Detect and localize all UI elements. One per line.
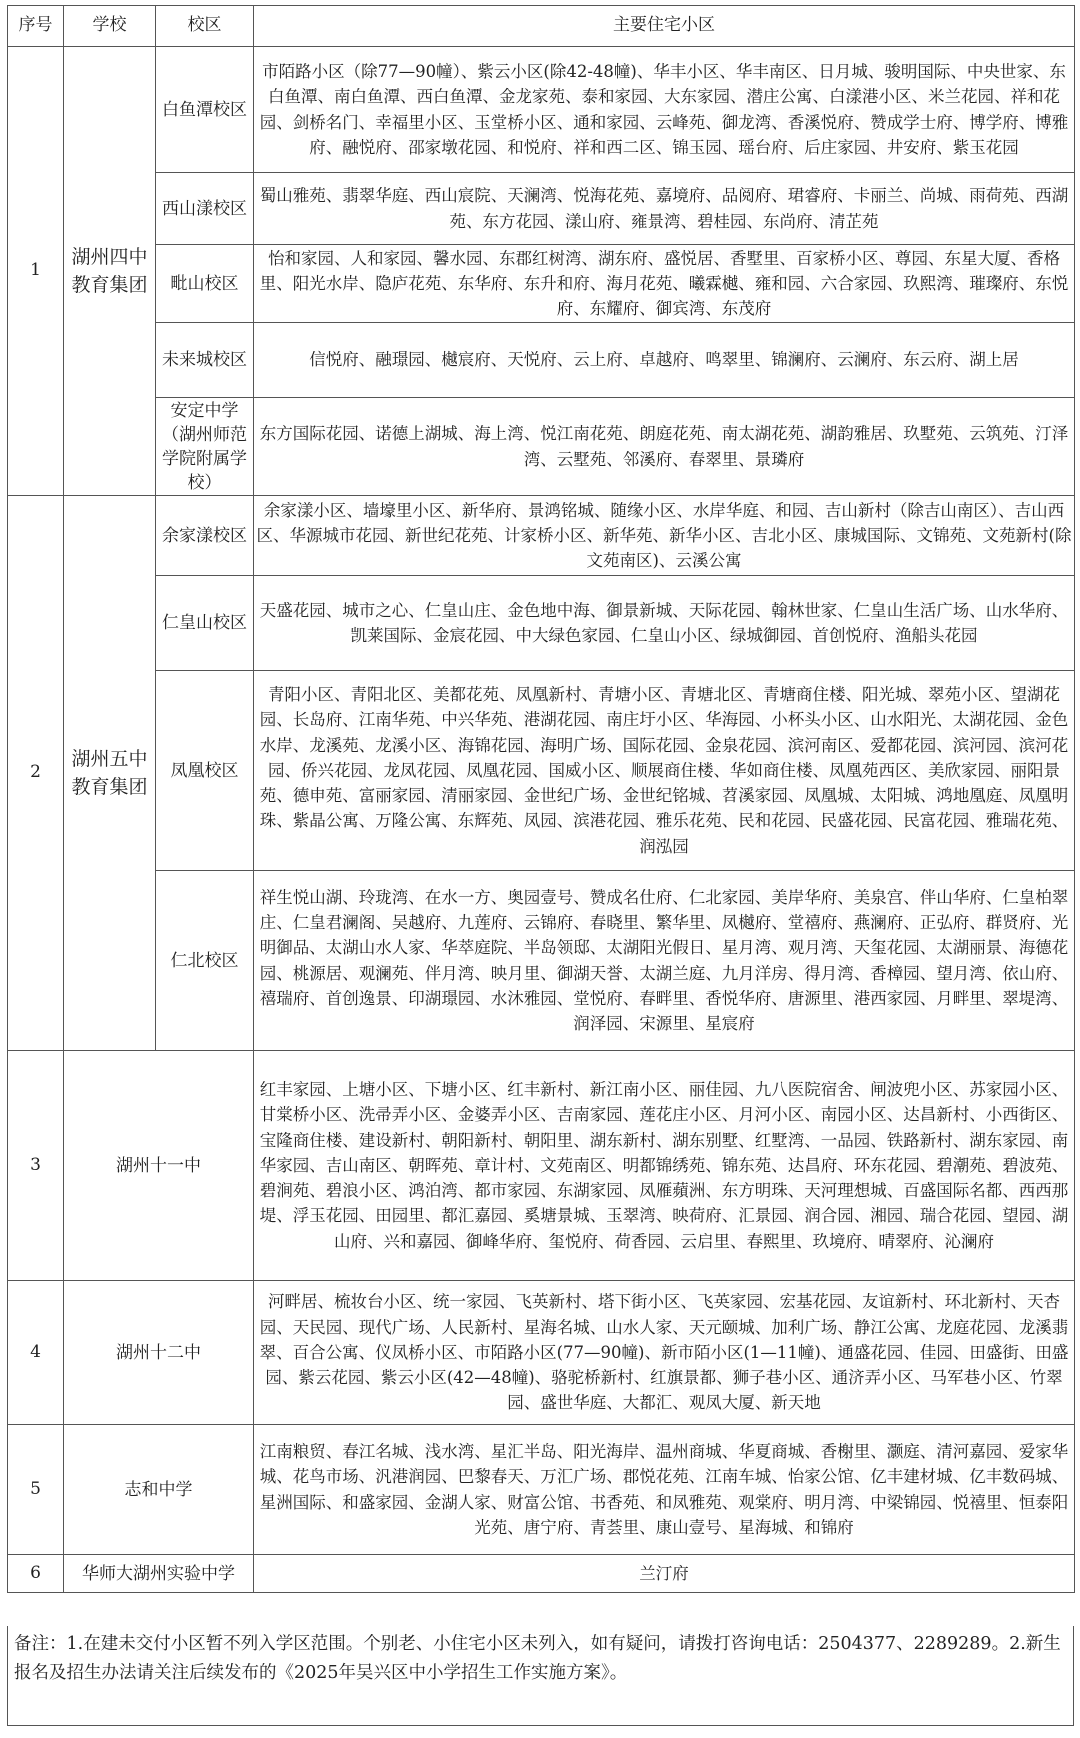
- school-name: 华师大湖州实验中学: [64, 1555, 254, 1593]
- table-row: [8, 173, 1075, 245]
- seq-cell: 4: [8, 1281, 64, 1425]
- table-row: [8, 245, 1075, 323]
- school-district-table: [7, 5, 1075, 1593]
- header-areas: 主要住宅小区: [254, 6, 1075, 47]
- footnote: 备注：1.在建未交付小区暂不列入学区范围。个别老、小住宅小区未列入，如有疑问，请拨打咨询电话：2504377、2289289。2.新生报名及招生办法请关注后续发布的《2025年吴兴区中小学招生工作实施方案》。: [7, 1626, 1074, 1726]
- header-row: [8, 6, 1075, 47]
- campus-name: 毗山校区: [156, 245, 254, 323]
- table-row: [8, 1555, 1075, 1593]
- campus-name: 未来城校区: [156, 323, 254, 398]
- table-row: [8, 871, 1075, 1051]
- campus-name: 余家漾校区: [156, 496, 254, 576]
- table-row: [8, 323, 1075, 398]
- areas-cell: 江南粮贸、春江名城、浅水湾、星汇半岛、阳光海岸、温州商城、华夏商城、香榭里、灏庭、清河嘉园、爱家华城、花鸟市场、汎港润园、巴黎春天、万汇广场、郡悦花苑、江南车城、怡家公馆、亿丰建材城、亿丰数码城、星洲国际、和盛家园、金湖人家、财富公馆、书香苑、和凤雅苑、观棠府、明月湾、中梁锦园、悦禧里、恒泰阳光苑、唐宁府、青荟里、康山壹号、星海城、和锦府: [254, 1425, 1075, 1555]
- areas-cell: 市陌路小区（除77—90幢）、紫云小区(除42-48幢)、华丰小区、华丰南区、日月城、骏明国际、中央世家、东白鱼潭、南白鱼潭、西白鱼潭、金龙家苑、泰和家园、大东家园、潜庄公寓、白漾港小区、米兰花园、祥和花园、剑桥名门、幸福里小区、玉堂桥小区、通和家园、云峰苑、御龙湾、香溪悦府、赞成学士府、博学府、博雅府、融悦府、邵家墩花园、和悦府、祥和西二区、锦玉园、瑶台府、后庄家园、井安府、紫玉花园: [254, 47, 1075, 173]
- areas-cell: 青阳小区、青阳北区、美都花苑、凤凰新村、青塘小区、青塘北区、青塘商住楼、阳光城、翠苑小区、望湖花园、长岛府、江南华苑、中兴华苑、港湖花园、南庄圩小区、华海园、小杯头小区、山水阳光、太湖花园、金色水岸、龙溪苑、龙溪小区、海锦花园、海明广场、国际花园、金泉花园、滨河南区、爱都花园、滨河园、滨河花园、侨兴花园、龙凤花园、凤凰花园、国威小区、顺展商住楼、华如商住楼、凤凰苑西区、美欣家园、丽阳景苑、德申苑、富丽家园、清丽家园、金世纪广场、金世纪铭城、苕溪家园、凤凰城、太阳城、鸿地凰庭、凤凰明珠、紫晶公寓、万隆公寓、东辉苑、凤园、滨港花园、雅乐花苑、民和花园、民盛花园、民富花园、雅瑞花苑、润泓园: [254, 671, 1075, 871]
- school-name: 湖州四中教育集团: [64, 47, 156, 496]
- campus-name: 仁北校区: [156, 871, 254, 1051]
- areas-cell: 红丰家园、上塘小区、下塘小区、红丰新村、新江南小区、丽佳园、九八医院宿舍、闸波兜小区、苏家园小区、甘棠桥小区、洗帚弄小区、金婆弄小区、吉南家园、莲花庄小区、月河小区、南园小区、达昌新村、小西街区、宝隆商住楼、建设新村、朝阳新村、朝阳里、湖东新村、湖东别墅、红墅湾、一品园、铁路新村、湖东家园、南华家园、吉山南区、朝晖苑、章计村、文苑南区、明都锦绣苑、锦东苑、达昌府、环东花园、碧潮苑、碧波苑、碧涧苑、碧浪小区、鸿泊湾、都市家园、东湖家园、凤雁蘋洲、东方明珠、天河理想城、百盛国际名都、西西那堤、浮玉花园、田园里、都汇嘉园、奚塘景城、玉翠湾、映荷府、汇景园、润合园、湘园、瑞合花园、望园、湖山府、兴和嘉园、御峰华府、玺悦府、荷香园、云启里、春熙里、玖境府、晴翠府、沁澜府: [254, 1051, 1075, 1281]
- campus-name: 仁皇山校区: [156, 576, 254, 671]
- seq-cell: 2: [8, 496, 64, 1051]
- areas-cell: 蜀山雅苑、翡翠华庭、西山宸院、天澜湾、悦海花苑、嘉境府、品阅府、珺睿府、卡丽兰、尚城、雨荷苑、西湖苑、东方花园、漾山府、雍景湾、碧桂园、东尚府、清芷苑: [254, 173, 1075, 245]
- school-name: 志和中学: [64, 1425, 254, 1555]
- seq-cell: 5: [8, 1425, 64, 1555]
- campus-name: 西山漾校区: [156, 173, 254, 245]
- areas-cell: 怡和家园、人和家园、馨水园、东郡红树湾、湖东府、盛悦居、香墅里、百家桥小区、尊园、东星大厦、香格里、阳光水岸、隐庐花苑、东华府、东升和府、海月花苑、曦霖樾、雍和园、六合家园、玖熙湾、璀璨府、东悦府、东耀府、御宾湾、东茂府: [254, 245, 1075, 323]
- table-row: [8, 1425, 1075, 1555]
- header-campus: 校区: [156, 6, 254, 47]
- table-row: [8, 576, 1075, 671]
- areas-cell: 天盛花园、城市之心、仁皇山庄、金色地中海、御景新城、天际花园、翰林世家、仁皇山生活广场、山水华府、凯莱国际、金宸花园、中大绿色家园、仁皇山小区、绿城御园、首创悦府、渔船头花园: [254, 576, 1075, 671]
- school-name: 湖州十一中: [64, 1051, 254, 1281]
- campus-name: 凤凰校区: [156, 671, 254, 871]
- table-row: [8, 496, 1075, 576]
- areas-cell: 兰汀府: [254, 1555, 1075, 1593]
- table-row: [8, 1051, 1075, 1281]
- seq-cell: 3: [8, 1051, 64, 1281]
- areas-cell: 河畔居、梳妆台小区、统一家园、飞英新村、塔下街小区、飞英家园、宏基花园、友谊新村、环北新村、天杏园、天民园、现代广场、人民新村、星海名城、山水人家、天元颐城、加利广场、静江公寓、龙庭花园、龙溪翡翠、百合公寓、仪凤桥小区、市陌路小区(77—90幢)、新市陌小区(1—11幢)、通盛花园、佳园、田盛街、田盛园、紫云花园、紫云小区(42—48幢)、骆驼桥新村、红旗景都、狮子巷小区、通济弄小区、马军巷小区、竹翠园、盛世华庭、大都汇、观凤大厦、新天地: [254, 1281, 1075, 1425]
- campus-name: 白鱼潭校区: [156, 47, 254, 173]
- table-row: [8, 47, 1075, 173]
- seq-cell: 1: [8, 47, 64, 496]
- header-school: 学校: [64, 6, 156, 47]
- areas-cell: 东方国际花园、诺德上湖城、海上湾、悦江南花苑、朗庭花苑、南太湖花苑、湖韵雅居、玖墅苑、云筑苑、汀泽湾、云墅苑、邻溪府、春翠里、景璘府: [254, 398, 1075, 496]
- school-name: 湖州十二中: [64, 1281, 254, 1425]
- school-name: 湖州五中教育集团: [64, 496, 156, 1051]
- areas-cell: 祥生悦山湖、玲珑湾、在水一方、奥园壹号、赞成名仕府、仁北家园、美岸华府、美泉宫、伴山华府、仁皇柏翠庄、仁皇君澜阁、吴越府、九莲府、云锦府、春晓里、繁华里、凤樾府、堂禧府、燕澜府、正弘府、群贤府、光明御品、太湖山水人家、华萃庭院、半岛领邸、太湖阳光假日、星月湾、观月湾、天玺花园、太湖丽景、海德花园、桃源居、观澜苑、伴月湾、映月里、御湖天誉、太湖兰庭、九月洋房、得月湾、香樟园、望月湾、依山府、禧瑞府、首创逸景、印湖璟园、水沐雅园、堂悦府、春畔里、香悦华府、唐源里、港西家园、月畔里、翠堤湾、润泽园、宋源里、星宸府: [254, 871, 1075, 1051]
- table-row: [8, 398, 1075, 496]
- areas-cell: 信悦府、融璟园、樾宸府、天悦府、云上府、卓越府、鸣翠里、锦澜府、云澜府、东云府、湖上居: [254, 323, 1075, 398]
- table-row: [8, 671, 1075, 871]
- table-row: [8, 1281, 1075, 1425]
- header-seq: 序号: [8, 6, 64, 47]
- seq-cell: 6: [8, 1555, 64, 1593]
- campus-name: 安定中学（湖州师范学院附属学校）: [156, 398, 254, 496]
- areas-cell: 余家漾小区、墙壕里小区、新华府、景鸿铭城、随缘小区、水岸华庭、和园、吉山新村（除吉山南区）、吉山西区、华源城市花园、新世纪花苑、计家桥小区、新华苑、新华小区、吉北小区、康城国际、文锦苑、文苑新村(除文苑南区)、云溪公寓: [254, 496, 1075, 576]
